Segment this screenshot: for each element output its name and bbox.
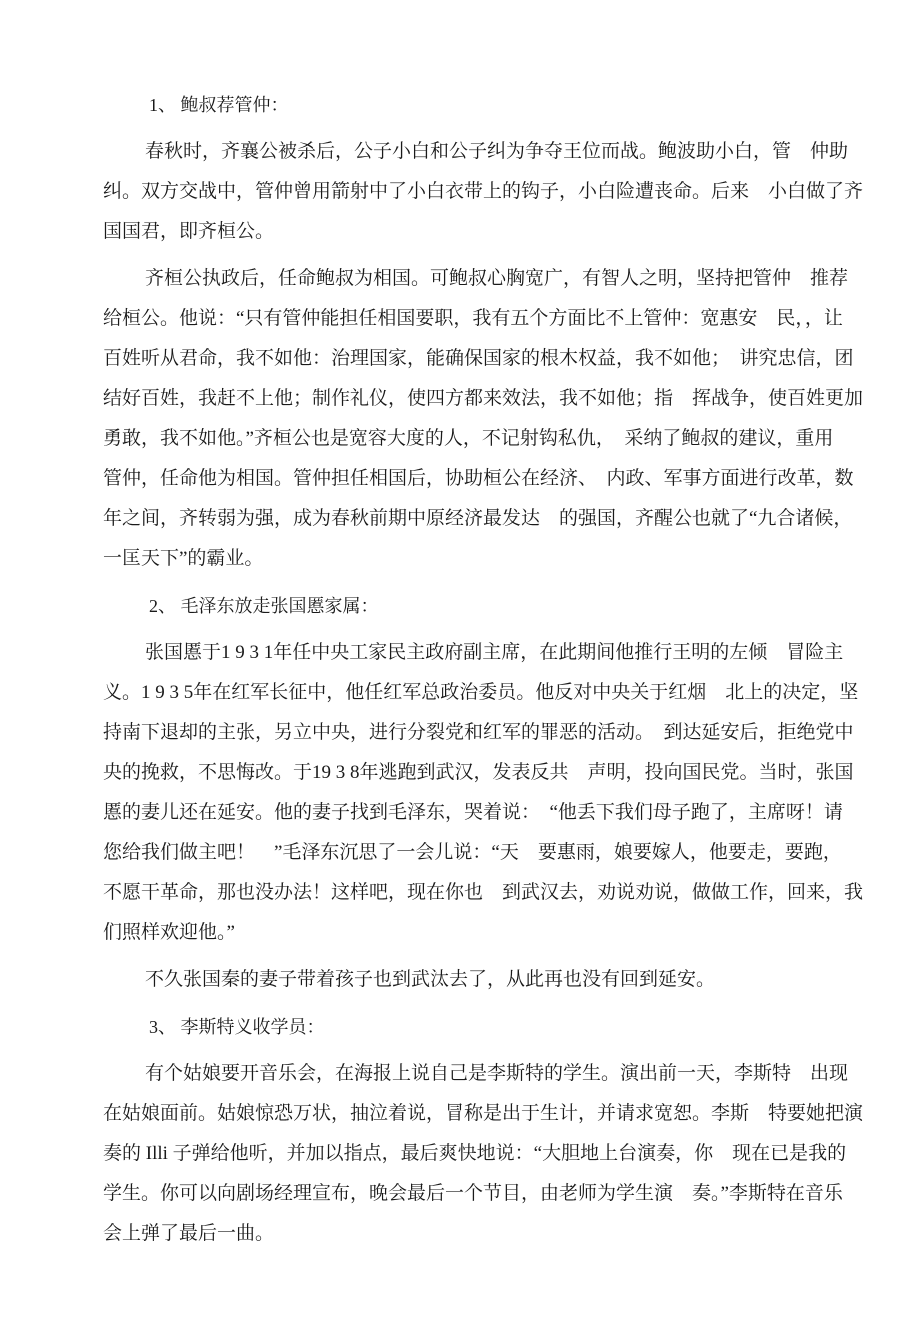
text-line: 国国君，即齐桓公。: [103, 221, 275, 242]
paragraph: [103, 259, 864, 579]
text-line: 学生。你可以向剧场经理宣布，晚会最后一个节目，由老师为学生演 奏。”李斯特在音乐: [103, 1183, 843, 1204]
text-line: 春秋时，齐襄公被杀后，公子小白和公子纠为争夺王位而战。鲍波助小白，管 仲助: [145, 141, 849, 162]
paragraph: [103, 960, 821, 1000]
text-line: 年之间，齐转弱为强，成为春秋前期中原经济最发达 的强国，齐醒公也就了“九合诸候，: [103, 508, 853, 529]
text-line: 央的挽救，不思悔改。于19 3 8年逃跑到武汉，发表反共 声明，投向国民党。当时，张国: [103, 762, 854, 783]
text-line: 张国慝于1 9 3 1年任中央工家民主政府副主席，在此期间他推行王明的左倾 冒险主: [145, 642, 844, 663]
text-line: 持南下退却的主张，另立中央，进行分裂党和红军的罪恶的活动。 到达延安后，拒绝党中: [103, 722, 854, 743]
text-line: 有个姑娘要开音乐会，在海报上说自己是李斯特的学生。演出前一天，李斯特 出现: [145, 1063, 849, 1084]
text-line: 们照样欢迎他。”: [103, 922, 235, 943]
section-heading: [103, 586, 821, 626]
text-line: 在姑娘面前。姑娘惊恐万状，抽泣着说，冒称是出于生计，并请求宽恕。李斯 特要她把演: [103, 1103, 864, 1124]
text-line: 纠。双方交战中，管仲曾用箭射中了小白衣带上的钩子，小白险遭丧命。后来 小白做了齐: [103, 181, 864, 202]
section-heading: [103, 85, 821, 125]
heading-text: 3、 李斯特义收学员：: [149, 1017, 325, 1037]
text-line: 奏的 Illi 子弹给他听，并加以指点，最后爽快地说：“大胆地上台演奏，你 现在已是我的: [103, 1143, 847, 1164]
section-heading: [103, 1007, 821, 1047]
text-line: 不久张国秦的妻子带着孩子也到武汰去了，从此再也没有回到延安。: [145, 969, 716, 990]
heading-text: 1、 鲍叔荐管仲：: [149, 95, 289, 115]
paragraph: [103, 633, 864, 953]
text-line: 结好百姓，我赶不上他；制作礼仪，使四方都来效法，我不如他；指 挥战争，使百姓更加: [103, 388, 864, 409]
paragraph: [103, 132, 864, 252]
paragraph: [103, 1054, 864, 1254]
text-line: 给桓公。他说：“只有管仲能担任相国要职，我有五个方面比不上管仲：宽惠安 民，，让: [103, 308, 843, 329]
text-line: 百姓听从君命，我不如他：治理国家，能确保国家的根木权益，我不如他； 讲究忠信，团: [103, 348, 854, 369]
text-line: 义。1 9 3 5年在红军长征中，他任红军总政治委员。他反对中央关于红烟 北上的决定，坚: [103, 682, 859, 703]
text-line: 不愿干革命，那也没办法！这样吧，现在你也 到武汉去，劝说劝说，做做工作，回来，我: [103, 882, 864, 903]
text-line: 会上弹了最后一曲。: [103, 1223, 275, 1244]
text-line: 管仲，任命他为相国。管仲担任相国后，协助桓公在经济、 内政、军事方面进行改革，数: [103, 468, 854, 489]
text-line: 齐桓公执政后，任命鲍叔为相国。可鲍叔心胸宽广，有智人之明，坚持把管仲 推荐: [145, 268, 849, 289]
text-line: 勇敢，我不如他。”齐桓公也是宽容大度的人，不记射钩私仇， 采纳了鲍叔的建议，重用: [103, 428, 834, 449]
text-line: 慝的妻儿还在延安。他的妻子找到毛泽东，哭着说： “他丢下我们母子跑了，主席呀！请: [103, 802, 843, 823]
document-body: [103, 85, 864, 1261]
text-line: 一匡天下”的霸业。: [103, 548, 264, 569]
heading-text: 2、 毛泽东放走张国慝家属：: [149, 596, 379, 616]
text-line: 您给我们做主吧！ ”毛泽东沉思了一会儿说：“天 要惠雨，娘要嫁人，他要走，要跑，: [103, 842, 842, 863]
